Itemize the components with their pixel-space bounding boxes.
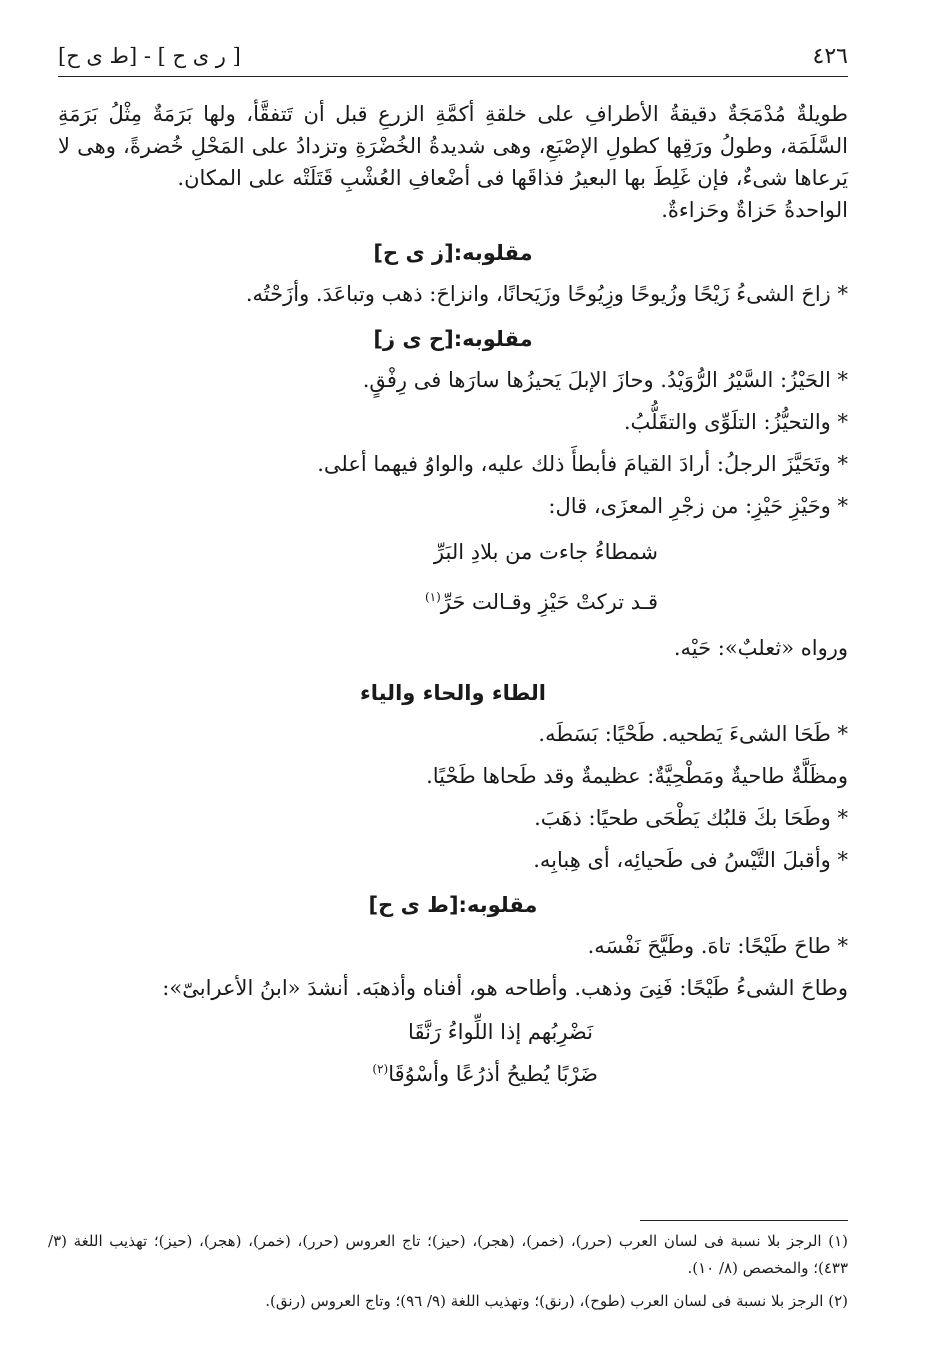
section-heading-hyz: مقلوبه:[ح ى ز] — [373, 327, 533, 351]
verse-line: نَضْرِبُهم إذا اللِّواءُ رَنَّقَا — [408, 1020, 593, 1044]
footnote-2: (٢) الرجز بلا نسبة فى لسان العرب (طوح)، (رنق)؛ وتهذيب اللغة (٩/ ٩٦)؛ وتاج العروس (رنق). — [265, 1292, 848, 1310]
entry-hayzi: * وحَيْزِ حَيْزِ: من زجْرِ المعزَى، قال: — [548, 494, 848, 518]
entry-taha-tayhan: * طاحَ طَيْحًا: تاهَ. وطَيَّحَ نَفْسَه. — [587, 934, 848, 958]
entry-tays: * وأقبلَ التَّيْسُ فى طَحيائِه، أى هِبابِه. — [533, 848, 848, 872]
intro-paragraph: طويلةٌ مُدْمَجَةٌ دقيقةُ الأطرافِ على خلقةِ أكمَّةِ الزرعِ قبل أن تَتفقَّأ، ولها بَرَمَةٌ مِثْلُ بَرَمَةِ السَّلَمَة، وطولُ ورَقِها كطولِ الإصْبَعِ، وهى شديدةُ الخُضْرَةِ وتزدادُ على المَحْلِ خُضرةً، وهى لا يَرعاها شىءٌ، فإن غَلِطَ بها البعيرُ فذاقَها فى أضْعافِ العُشْبِ قَتَلَتْه على المكان. — [58, 102, 848, 190]
verse-line — [58, 580, 848, 624]
running-title: [ ر ى ح ] - [ط ى ح] — [58, 44, 241, 68]
entry-mazalla: ومظَلَّةٌ طاحيةٌ ومَطْحِيَّةٌ: عظيمةٌ وقد طَحاها طَحْيًا. — [426, 764, 848, 788]
entry-taha: * طَحَا الشىءَ يَطحيه. طَحْيًا: بَسَطَه. — [538, 722, 848, 746]
verse-text: ضَرْبًا يُطيحُ أذرُعًا وأسْوُقَا — [388, 1062, 598, 1086]
verse-line — [58, 1054, 848, 1094]
section-heading-zyh: مقلوبه:[ز ى ح] — [373, 241, 533, 265]
footnote-1: (١) الرجز بلا نسبة فى لسان العرب (حرر)، (خمر)، (هجر)، (حيز)؛ تاج العروس (حرر)، (خمر)، (هجر)، (حيز)؛ تهذيب اللغة (٣/ ٤٣٣)؛ والمخصص (٨/ ١٠). — [48, 1232, 848, 1277]
page-number: ٤٢٦ — [812, 44, 848, 69]
section-heading-tyh: مقلوبه:[ط ى ح] — [368, 893, 538, 917]
entry-riwaya: ورواه «ثعلبٌ»: حَيْه. — [673, 636, 848, 660]
verse-line: شمطاءُ جاءت من بلادِ البَرِّ — [433, 540, 658, 564]
entry-taha-bika: * وطَحَا بكَ قلبُك يَطْحَى طحيًا: ذهَبَ. — [534, 806, 848, 830]
entry-zah: * زاحَ الشىءُ زَيْحًا وزُيوحًا وزِيُوحًا وزَيَحانًا، وانزاحَ: ذهب وتباعَدَ. وأزَحْتُه. — [245, 282, 848, 306]
entry-tahayyaza: * وتَحَيَّزَ الرجلُ: أرادَ القيامَ فأبطأَ ذلك عليه، والواوُ فيهما أعلى. — [317, 452, 848, 476]
footnote-ref: (١) — [424, 590, 441, 604]
entry-tahayyuz: * والتحيُّزُ: التلَوِّى والتقَلُّبُ. — [623, 410, 848, 434]
chapter-heading-tah: الطاء والحاء والياء — [359, 681, 546, 705]
footnote-ref: (٢) — [372, 1062, 389, 1076]
footnote-divider — [640, 1220, 848, 1221]
footnotes — [48, 1228, 848, 1321]
main-text — [58, 98, 848, 1096]
entry-hayz: * الحَيْزُ: السَّيْرُ الرُّوَيْدُ. وحازَ الإبلَ يَحيزُها سارَها فى رِفْقٍ. — [362, 368, 848, 392]
verse-text: قـد تركتْ حَيْزِ وقـالت حَرِّ — [440, 590, 658, 614]
intro-last-line: الواحدةُ حَزاةٌ وحَزاءةٌ. — [661, 198, 848, 222]
running-header — [58, 42, 848, 77]
entry-tah-alshay: وطاحَ الشىءُ طَيْحًا: فَنِىَ وذهب. وأطاحه هو، أفناه وأذهبَه. أنشدَ «ابنُ الأعرابىّ»: — [162, 976, 848, 1000]
